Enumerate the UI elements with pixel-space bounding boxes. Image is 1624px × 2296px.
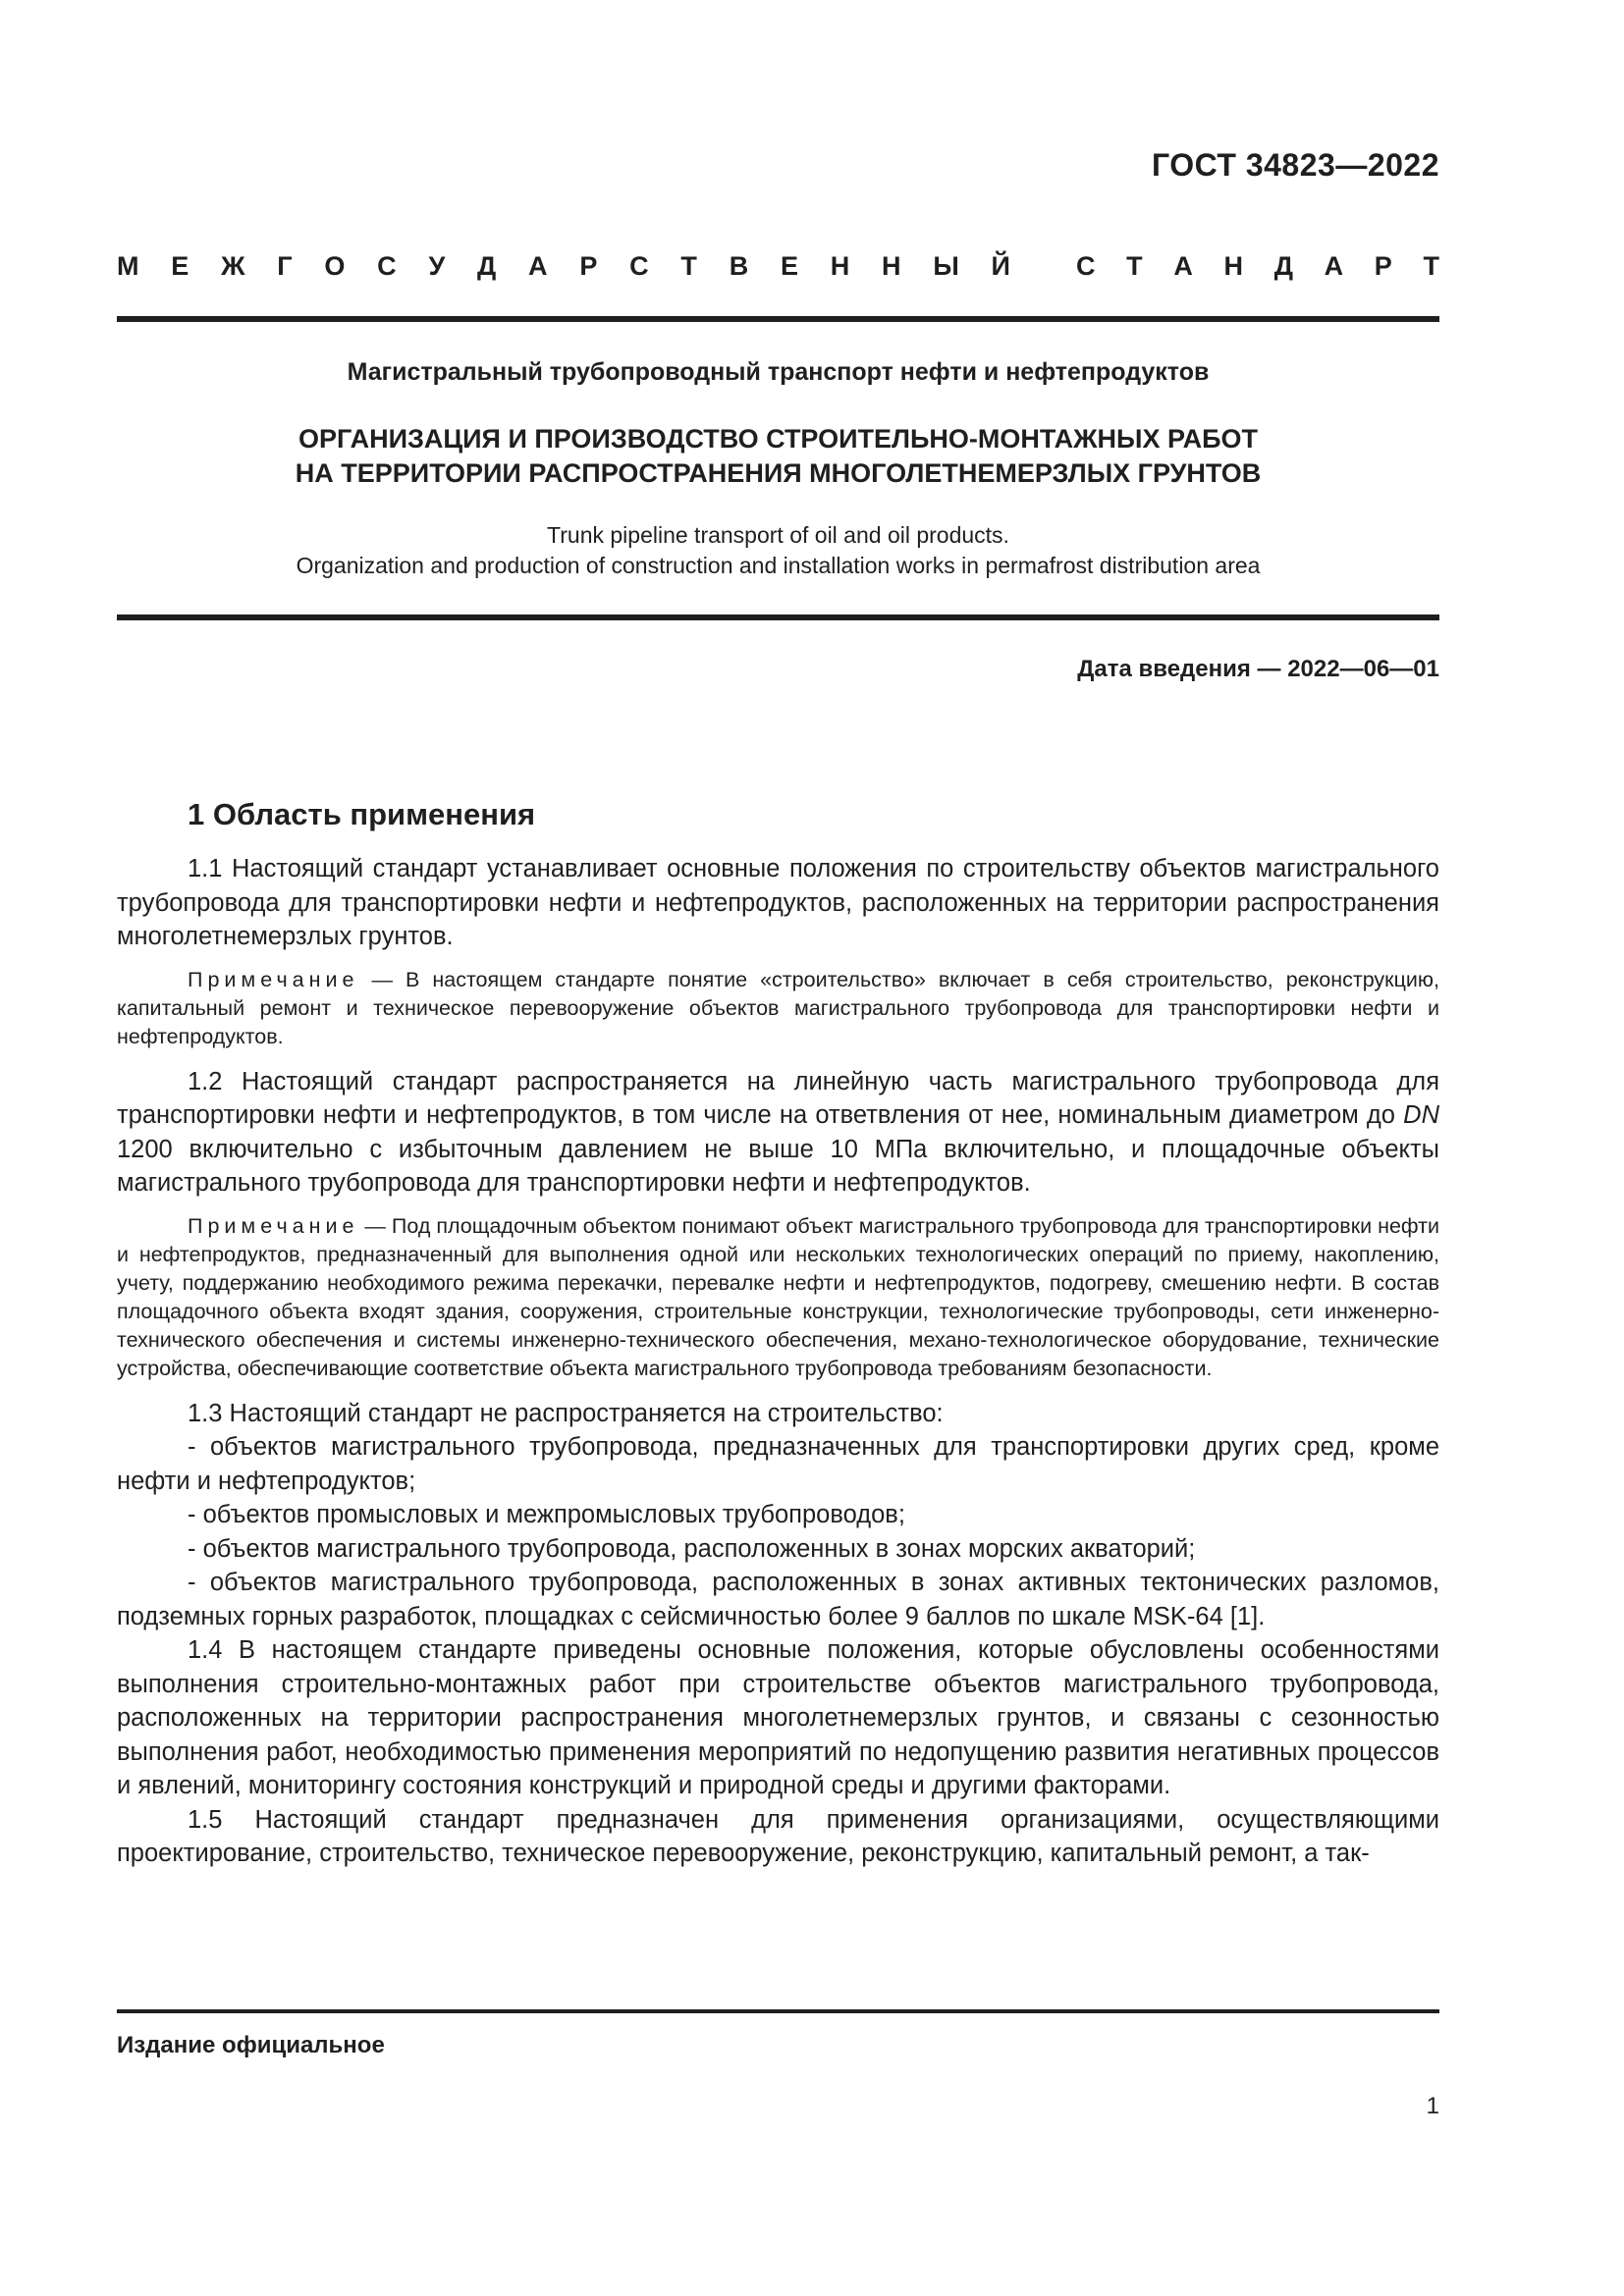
note-1 <box>117 966 1439 1051</box>
title-divider <box>117 614 1439 620</box>
main-title-line-2: НА ТЕРРИТОРИИ РАСПРОСТРАНЕНИЯ МНОГОЛЕТНЕМЕРЗЛЫХ ГРУНТОВ <box>295 458 1262 488</box>
standard-type-word-interstate: М Е Ж Г О С У Д А Р С Т В Е Н Н Ы Й <box>117 251 1010 281</box>
introduction-date: Дата введения — 2022—06—01 <box>1077 656 1439 682</box>
gost-number: ГОСТ 34823—2022 <box>1151 147 1439 183</box>
english-title-line-1: Trunk pipeline transport of oil and oil products. <box>547 522 1009 548</box>
english-title <box>117 520 1439 581</box>
note-2-text: — Под площадочным объектом понимают объект магистрального трубопровода для транспортировки нефти и нефтепродуктов, предназначенный для выполнения одной или нескольких технологических операций по приему, накоплению, учету, поддержанию необходимого режима перекачки, перевалке нефти и нефтепродуктов, подогреву, смешению нефти. В состав площадочного объекта входят здания, сооружения, строительные конструкции, технологические трубопроводы, сети инженерно-технического обеспечения и системы инженерно-технического обеспечения, механо-технологическое оборудование, технические устройства, обеспечивающие соответствие объекта магистрального трубопровода требованиям безопасности. <box>117 1213 1439 1380</box>
list-item: - объектов магистрального трубопровода, предназначенных для транспортировки других сред, кроме нефти и нефтепродуктов; <box>117 1433 1439 1495</box>
title-block <box>117 355 1439 581</box>
clause-1-4: 1.4 В настоящем стандарте приведены основные положения, которые обусловлены особенностями выполнения строительно-монтажных работ при строительстве объектов магистрального трубопровода, расположенных на территории распространения многолетнемерзлых грунтов, и связаны с сезонностью выполнения работ, необходимостью применения мероприятий по недопущению развития негативных процессов и явлений, мониторингу состояния конструкций и природной среды и другими факторами. <box>117 1636 1439 1799</box>
note-1-text: — В настоящем стандарте понятие «строительство» включает в себя строительство, реконструкцию, капитальный ремонт и техническое перевооружение объектов магистрального трубопровода для транспортировки нефти и нефтепродуктов. <box>117 967 1439 1048</box>
list-item: - объектов промысловых и межпромысловых трубопроводов; <box>188 1501 905 1528</box>
note-2 <box>117 1212 1439 1383</box>
list-item: - объектов магистрального трубопровода, расположенных в зонах морских акваторий; <box>188 1534 1196 1563</box>
clause-1-2: 1.2 Настоящий стандарт распространяется на линейную часть магистрального трубопровода для транспортировки нефти и нефтепродуктов, в том числе на ответвления от нее, номинальным диаметром до DN 1200 включительно с избыточным давлением не выше 10 МПа включительно, и площадочные объекты магистрального трубопровода для транспортировки нефти и нефтепродуктов. <box>117 1067 1439 1197</box>
clause-1-3: 1.3 Настоящий стандарт не распространяется на строительство: <box>188 1399 944 1427</box>
english-title-line-2: Organization and production of construction and installation works in permafrost distribution area <box>296 553 1261 578</box>
clause-1-1: 1.1 Настоящий стандарт устанавливает основные положения по строительству объектов магистрального трубопровода для транспортировки нефти и нефтепродуктов, расположенных на территории распространения многолетнемерзлых грунтов. <box>117 855 1439 950</box>
clause-1-3-list <box>117 1430 1439 1633</box>
list-item: - объектов магистрального трубопровода, расположенных в зонах активных тектонических разломов, подземных горных разработок, площадках с сейсмичностью более 9 баллов по шкале MSK-64 [1]. <box>117 1569 1439 1630</box>
main-title-line-1: ОРГАНИЗАЦИЯ И ПРОИЗВОДСТВО СТРОИТЕЛЬНО-МОНТАЖНЫХ РАБОТ <box>298 424 1258 454</box>
note-label: Примечание <box>188 1213 359 1238</box>
page-number: 1 <box>1426 2093 1439 2119</box>
subtitle-ru: Магистральный трубопроводный транспорт нефти и нефтепродуктов <box>347 358 1210 386</box>
main-title <box>117 422 1439 491</box>
standard-type-word-standard: С Т А Н Д А Р Т <box>1076 251 1439 281</box>
standard-type-heading <box>117 251 1439 282</box>
footer-divider <box>117 2009 1439 2013</box>
dn-symbol: DN <box>1403 1101 1439 1129</box>
clause-1-5: 1.5 Настоящий стандарт предназначен для применения организациями, осуществляющими проектирование, строительство, техническое перевооружение, реконструкцию, капитальный ремонт, а так- <box>117 1805 1439 1867</box>
note-label: Примечание <box>188 967 359 991</box>
top-divider <box>117 316 1439 322</box>
official-edition-label: Издание официальное <box>117 2032 385 2058</box>
section-scope <box>117 795 1439 1871</box>
section-heading: 1 Область применения <box>188 797 536 831</box>
